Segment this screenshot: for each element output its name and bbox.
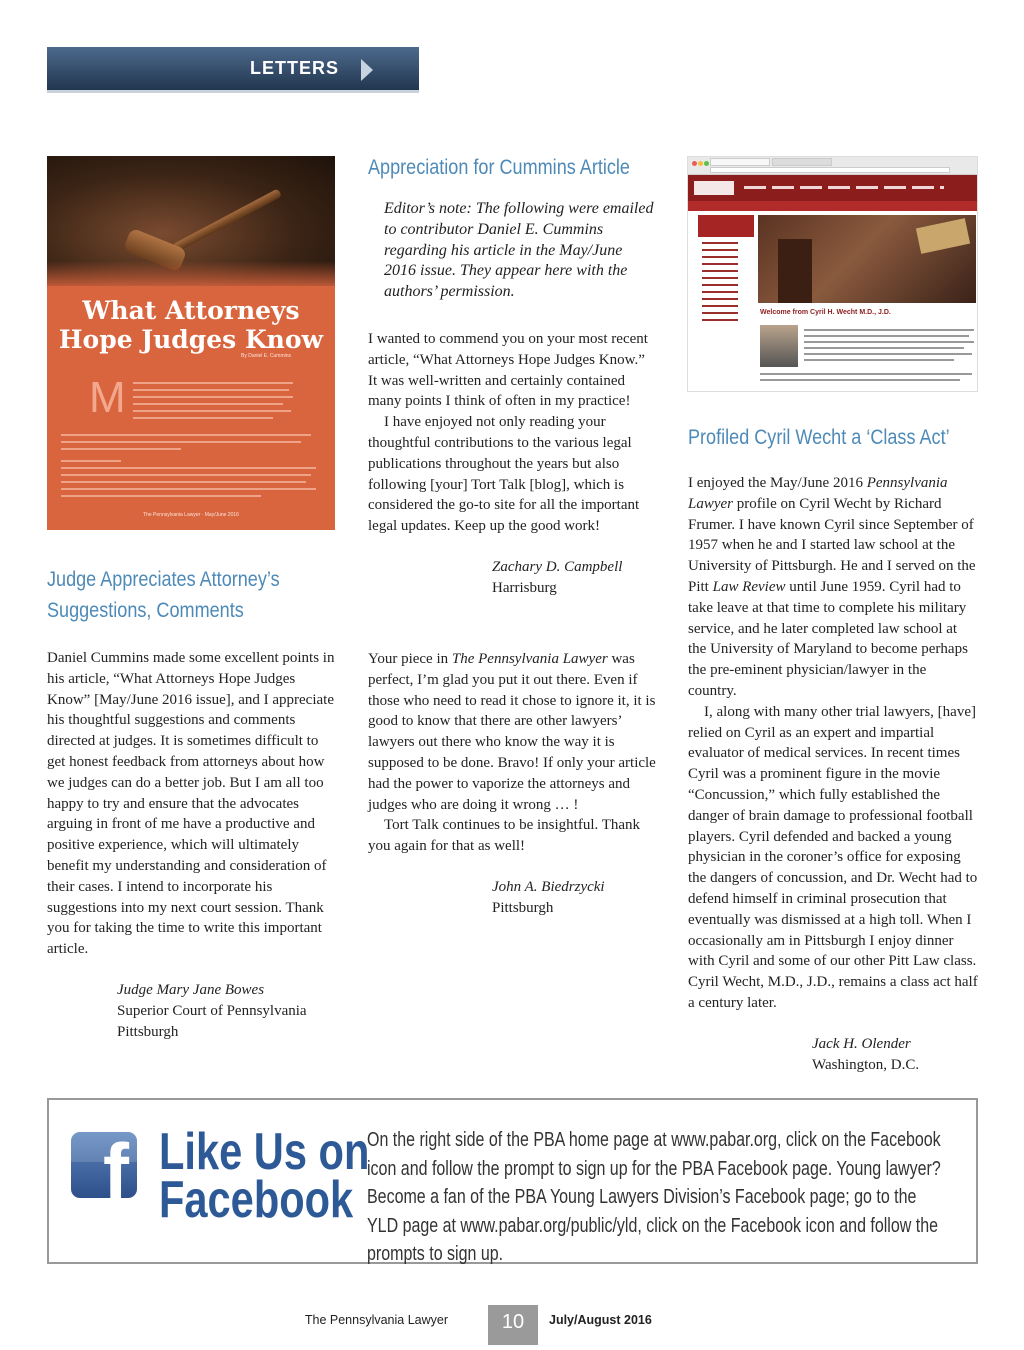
cover-footer: The Pennsylvania Lawyer · May/June 2016 <box>143 512 239 518</box>
facebook-instructions: On the right side of the PBA home page at www.pabar.org, click on the Facebook icon and follow the prompt to sign up for the PBA Facebook page. Young lawyer? Become a fan of the PBA Young Lawyers Division’s Facebook page; go to the YLD page at www.pabar.org/public/yld, click on the Facebook icon and follow the prompts to sign up. <box>367 1129 941 1265</box>
letter-body: I wanted to commend you on your most recent article, “What Attorneys Hope Judges Know.” It was well-written and certainly contained many points I think of often in my practice! I have enjoyed not only reading your thoughtful contributions to the various legal publications throughout the years but also following [your] Tort Talk [blog], which is considered the go-to site for all the important legal updates. Keep up the good work! <box>368 330 648 535</box>
letter-signature: Zachary D. Campbell Harrisburg <box>492 558 623 596</box>
publication-name: The Pennsylvania Lawyer <box>304 1313 448 1327</box>
letter-body: I enjoyed the May/June 2016 Pennsylvania Lawyer profile on Cyril Wecht by Richard Frumer. I have known Cyril since September of 1957 when he and I started law school at the University of Pittsburgh. He and I served on the Pitt Law Review until June 1959. Cyril had to take leave at that time to complete his military service, and he later completed law school at the University of Maryland to become perhaps the pre-eminent physician/lawyer in the country. I, along with many other trial lawyers, [have] relied on Cyril as an expert and impartial evaluator of medical services. In recent times Cyril was a prominent figure in the movie “Concussion,” which fully established the danger of brain damage to professional football players. Cyril defended and backed a young physician in the coroner’s office for exposing the dangers of concussion, and Dr. Wecht had to defend himself in criminal prosecution that eventually was dismissed at a high toll. When I occasionally am in Pittsburgh I enjoy dinner with Cyril and some of our other Pitt Law class. Cyril Wecht, M.D., J.D., remains a class act half a century later. <box>688 475 978 1011</box>
letter-heading: Profiled Cyril Wecht a ‘Class Act’ <box>688 426 950 449</box>
editor-note: Editor’s note: The following were emailed to contributor Daniel E. Cummins regarding his article in the May/June 2016 issue. They appear here with the authors’ permission. <box>384 200 654 301</box>
section-tab <box>47 47 419 93</box>
facebook-icon: f <box>71 1132 137 1198</box>
university-logo <box>694 181 734 195</box>
letter-signature: John A. Biedrzycki Pittsburgh <box>492 878 605 916</box>
website-screenshot <box>687 156 978 392</box>
cover-byline: By Daniel E. Cummins <box>240 353 291 359</box>
gavel-handle <box>172 188 282 252</box>
portrait-photo <box>760 325 798 367</box>
section-label: LETTERS <box>249 58 339 78</box>
site-hero-photo <box>758 215 976 303</box>
facebook-promo-box <box>47 1098 978 1264</box>
chevron-right-icon <box>361 59 373 81</box>
letter-signature: Judge Mary Jane Bowes Superior Court of Pennsylvania Pittsburgh <box>117 981 307 1040</box>
site-navbar <box>688 175 977 201</box>
letter-body: Daniel Cummins made some excellent points in his article, “What Attorneys Hope Judges Know” [May/June 2016 issue], and I appreciate his thoughtful suggestions and comments directed at judges. It is sometimes difficult to get honest feedback from attorneys about how we judges can do a better job. But I am all too happy to try and ensure that the advocates arguing in front of me have a productive and positive experience, which will ultimately benefit my understanding and consideration of their cases. I intend to incorporate his suggestions into my next court session. Thank you for taking the time to write this important article. <box>47 650 335 958</box>
site-welcome: Welcome from Cyril H. Wecht M.D., J.D. <box>760 309 891 316</box>
page-footer <box>0 1305 1024 1345</box>
issue-date: July/August 2016 <box>549 1313 652 1327</box>
letter-cummins <box>368 152 656 919</box>
letter-body: Your piece in The Pennsylvania Lawyer was perfect, I’m glad you put it out there. Even if those who need to read it chose to ignore it, it is good to know that there are other lawyers’ lawyers out there who know the way it is supposed to be done. Bravo! If only your article had the power to vaporize the attorneys and judges who are doing it wrong … ! Tort Talk continues to be insightful. Thank you again for that as well! <box>368 650 656 855</box>
facebook-title: Like Us on Facebook <box>159 1123 370 1229</box>
cover-drop-cap: M <box>89 373 126 422</box>
letter-signature: Jack H. Olender Washington, D.C. <box>812 1035 920 1073</box>
letter-wecht <box>688 422 978 1076</box>
page-number: 10 <box>488 1305 538 1345</box>
site-sidebar <box>698 215 754 385</box>
magazine-cover-image <box>47 156 335 530</box>
cover-title: What Attorneys Hope Judges Know <box>58 296 324 354</box>
letter-heading: Appreciation for Cummins Article <box>368 156 630 179</box>
letter-judge <box>47 564 337 1043</box>
browser-chrome <box>688 157 977 175</box>
letter-heading: Judge Appreciates Attorney’s Suggestions, Comments <box>47 568 280 622</box>
